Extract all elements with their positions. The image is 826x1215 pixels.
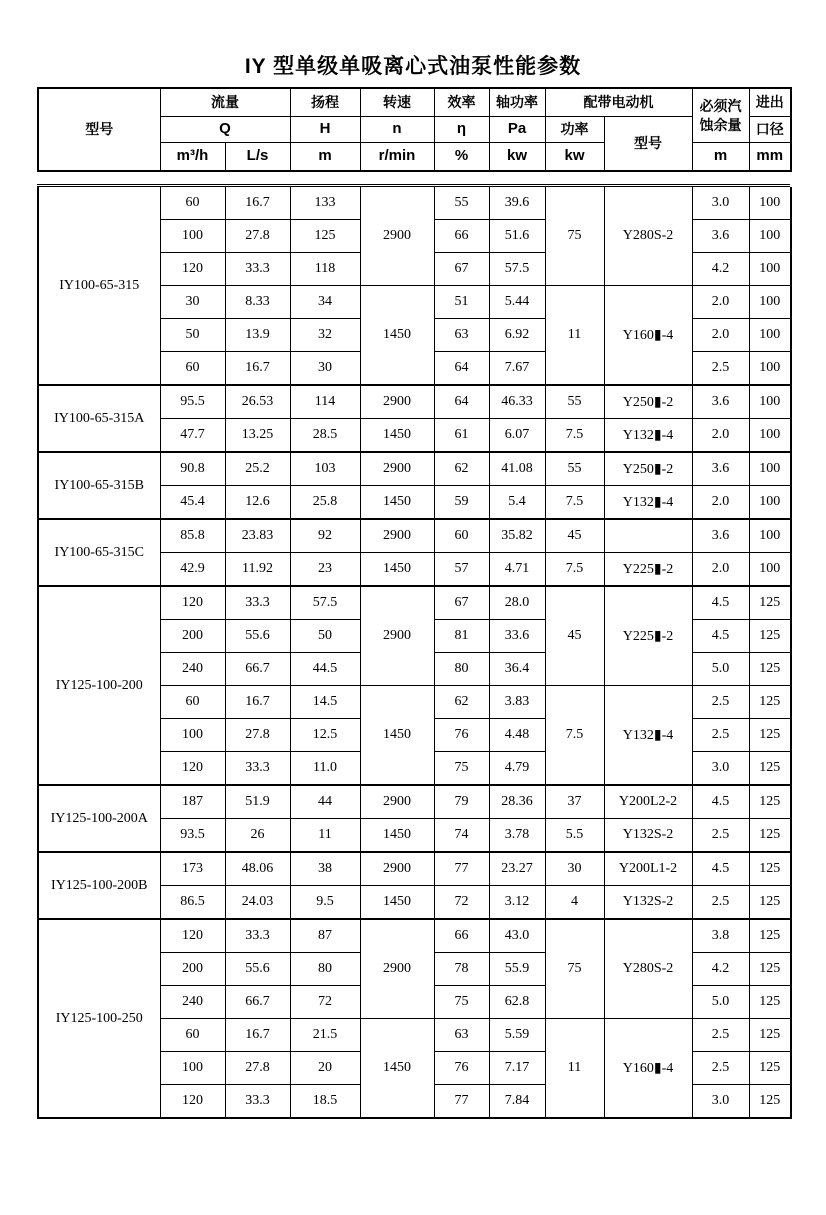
cell-n: 1450 xyxy=(360,1019,434,1119)
cell-q1: 120 xyxy=(160,752,225,786)
cell-dn: 125 xyxy=(749,620,791,653)
cell-q2: 27.8 xyxy=(225,1052,290,1085)
cell-npsh: 3.6 xyxy=(692,385,749,419)
cell-h: 57.5 xyxy=(290,586,360,620)
pump-table-header xyxy=(37,87,792,172)
cell-pa: 41.08 xyxy=(489,452,545,486)
cell-pa: 33.6 xyxy=(489,620,545,653)
cell-npsh: 3.0 xyxy=(692,752,749,786)
cell-npsh: 3.0 xyxy=(692,187,749,220)
cell-n: 2900 xyxy=(360,785,434,819)
header-head-symbol: H xyxy=(290,117,360,143)
cell-pa: 7.67 xyxy=(489,352,545,386)
cell-dn: 100 xyxy=(749,519,791,553)
header-model: 型号 xyxy=(38,88,160,171)
cell-q1: 95.5 xyxy=(160,385,225,419)
cell-mm: Y280S-2 xyxy=(604,187,692,286)
cell-mm: Y160▮-4 xyxy=(604,1019,692,1119)
cell-q2: 33.3 xyxy=(225,253,290,286)
cell-eff: 76 xyxy=(434,719,489,752)
cell-npsh: 3.6 xyxy=(692,519,749,553)
cell-q2: 33.3 xyxy=(225,586,290,620)
cell-dn: 100 xyxy=(749,452,791,486)
cell-mm: Y200L1-2 xyxy=(604,852,692,886)
cell-h: 44.5 xyxy=(290,653,360,686)
cell-eff: 51 xyxy=(434,286,489,319)
cell-npsh: 4.5 xyxy=(692,586,749,620)
cell-n: 2900 xyxy=(360,852,434,886)
cell-eff: 60 xyxy=(434,519,489,553)
cell-q2: 11.92 xyxy=(225,553,290,587)
header-head-unit: m xyxy=(290,143,360,172)
cell-q2: 66.7 xyxy=(225,986,290,1019)
cell-eff: 78 xyxy=(434,953,489,986)
cell-pa: 7.84 xyxy=(489,1085,545,1119)
cell-pw: 11 xyxy=(545,286,604,386)
cell-h: 25.8 xyxy=(290,486,360,520)
cell-npsh: 2.0 xyxy=(692,286,749,319)
cell-dn: 100 xyxy=(749,319,791,352)
cell-q2: 55.6 xyxy=(225,620,290,653)
cell-pa: 4.71 xyxy=(489,553,545,587)
pump-model-cell: IY100-65-315 xyxy=(38,187,160,385)
cell-q1: 50 xyxy=(160,319,225,352)
pump-model-cell: IY100-65-315B xyxy=(38,452,160,519)
cell-dn: 100 xyxy=(749,352,791,386)
cell-eff: 64 xyxy=(434,385,489,419)
cell-q1: 240 xyxy=(160,986,225,1019)
pump-model-cell: IY125-100-200B xyxy=(38,852,160,919)
cell-q1: 100 xyxy=(160,1052,225,1085)
cell-q1: 200 xyxy=(160,953,225,986)
cell-pw: 55 xyxy=(545,452,604,486)
cell-h: 14.5 xyxy=(290,686,360,719)
cell-h: 50 xyxy=(290,620,360,653)
cell-q2: 16.7 xyxy=(225,187,290,220)
cell-h: 32 xyxy=(290,319,360,352)
cell-pw: 7.5 xyxy=(545,419,604,453)
cell-n: 1450 xyxy=(360,553,434,587)
cell-npsh: 2.5 xyxy=(692,719,749,752)
cell-dn: 125 xyxy=(749,1019,791,1052)
cell-npsh: 2.0 xyxy=(692,419,749,453)
cell-npsh: 4.5 xyxy=(692,852,749,886)
cell-h: 118 xyxy=(290,253,360,286)
cell-pa: 5.44 xyxy=(489,286,545,319)
cell-eff: 79 xyxy=(434,785,489,819)
cell-h: 80 xyxy=(290,953,360,986)
cell-q2: 33.3 xyxy=(225,752,290,786)
cell-h: 9.5 xyxy=(290,886,360,920)
cell-pw: 30 xyxy=(545,852,604,886)
cell-dn: 100 xyxy=(749,385,791,419)
cell-mm: Y250▮-2 xyxy=(604,452,692,486)
cell-pw: 75 xyxy=(545,187,604,286)
cell-pw: 5.5 xyxy=(545,819,604,853)
cell-dn: 125 xyxy=(749,586,791,620)
cell-pa: 4.79 xyxy=(489,752,545,786)
cell-npsh: 2.0 xyxy=(692,319,749,352)
cell-npsh: 4.2 xyxy=(692,253,749,286)
cell-q1: 100 xyxy=(160,719,225,752)
cell-q1: 173 xyxy=(160,852,225,886)
cell-npsh: 4.2 xyxy=(692,953,749,986)
header-npsh-unit: m xyxy=(692,143,749,172)
cell-n: 1450 xyxy=(360,286,434,386)
cell-pa: 28.0 xyxy=(489,586,545,620)
cell-npsh: 2.0 xyxy=(692,486,749,520)
cell-h: 125 xyxy=(290,220,360,253)
pump-model-cell: IY125-100-250 xyxy=(38,919,160,1118)
cell-dn: 125 xyxy=(749,719,791,752)
cell-mm: Y132S-2 xyxy=(604,886,692,920)
cell-q1: 200 xyxy=(160,620,225,653)
cell-pa: 55.9 xyxy=(489,953,545,986)
cell-q1: 90.8 xyxy=(160,452,225,486)
cell-pa: 43.0 xyxy=(489,919,545,953)
header-ports-unit: mm xyxy=(749,143,791,172)
header-motor-power: 功率 xyxy=(545,117,604,143)
cell-h: 114 xyxy=(290,385,360,419)
cell-q2: 26 xyxy=(225,819,290,853)
cell-mm: Y132▮-4 xyxy=(604,419,692,453)
header-motor: 配带电动机 xyxy=(545,88,692,117)
cell-h: 38 xyxy=(290,852,360,886)
cell-mm: Y280S-2 xyxy=(604,919,692,1019)
header-flow-unit-m3h: m³/h xyxy=(160,143,225,172)
cell-q2: 51.9 xyxy=(225,785,290,819)
cell-n: 2900 xyxy=(360,187,434,286)
cell-dn: 100 xyxy=(749,286,791,319)
cell-q1: 120 xyxy=(160,1085,225,1119)
cell-pa: 23.27 xyxy=(489,852,545,886)
cell-h: 72 xyxy=(290,986,360,1019)
cell-pa: 3.78 xyxy=(489,819,545,853)
cell-dn: 100 xyxy=(749,187,791,220)
cell-dn: 125 xyxy=(749,752,791,786)
cell-mm: Y225▮-2 xyxy=(604,553,692,587)
cell-q2: 24.03 xyxy=(225,886,290,920)
cell-pw: 7.5 xyxy=(545,686,604,786)
cell-n: 2900 xyxy=(360,919,434,1019)
cell-dn: 125 xyxy=(749,686,791,719)
cell-eff: 67 xyxy=(434,586,489,620)
header-head: 扬程 xyxy=(290,88,360,117)
cell-q2: 33.3 xyxy=(225,1085,290,1119)
cell-h: 28.5 xyxy=(290,419,360,453)
cell-mm: Y200L2-2 xyxy=(604,785,692,819)
cell-pa: 39.6 xyxy=(489,187,545,220)
cell-eff: 75 xyxy=(434,752,489,786)
cell-eff: 63 xyxy=(434,1019,489,1052)
cell-n: 1450 xyxy=(360,419,434,453)
cell-h: 133 xyxy=(290,187,360,220)
cell-pa: 57.5 xyxy=(489,253,545,286)
header-efficiency-symbol: η xyxy=(434,117,489,143)
cell-eff: 76 xyxy=(434,1052,489,1085)
cell-n: 1450 xyxy=(360,486,434,520)
cell-eff: 80 xyxy=(434,653,489,686)
header-motor-model: 型号 xyxy=(604,117,692,172)
cell-h: 23 xyxy=(290,553,360,587)
cell-pa: 5.4 xyxy=(489,486,545,520)
cell-npsh: 4.5 xyxy=(692,785,749,819)
cell-eff: 57 xyxy=(434,553,489,587)
cell-h: 11.0 xyxy=(290,752,360,786)
cell-dn: 125 xyxy=(749,1052,791,1085)
cell-dn: 100 xyxy=(749,253,791,286)
cell-q2: 26.53 xyxy=(225,385,290,419)
cell-eff: 62 xyxy=(434,452,489,486)
pump-table-body xyxy=(37,187,792,1119)
page-title: IY 型单级单吸离心式油泵性能参数 xyxy=(244,55,582,78)
cell-q2: 48.06 xyxy=(225,852,290,886)
cell-dn: 125 xyxy=(749,785,791,819)
cell-mm: Y132S-2 xyxy=(604,819,692,853)
cell-q1: 45.4 xyxy=(160,486,225,520)
cell-q2: 12.6 xyxy=(225,486,290,520)
header-flow-symbol: Q xyxy=(160,117,290,143)
header-efficiency-unit: % xyxy=(434,143,489,172)
cell-npsh: 3.0 xyxy=(692,1085,749,1119)
cell-pa: 51.6 xyxy=(489,220,545,253)
header-motor-power-unit: kw xyxy=(545,143,604,172)
cell-h: 103 xyxy=(290,452,360,486)
cell-pa: 5.59 xyxy=(489,1019,545,1052)
cell-pa: 6.07 xyxy=(489,419,545,453)
cell-eff: 77 xyxy=(434,1085,489,1119)
cell-q1: 30 xyxy=(160,286,225,319)
cell-h: 18.5 xyxy=(290,1085,360,1119)
pump-model-cell: IY100-65-315C xyxy=(38,519,160,586)
header-speed-unit: r/min xyxy=(360,143,434,172)
cell-h: 44 xyxy=(290,785,360,819)
cell-pa: 6.92 xyxy=(489,319,545,352)
cell-pw: 7.5 xyxy=(545,553,604,587)
cell-npsh: 5.0 xyxy=(692,986,749,1019)
cell-eff: 74 xyxy=(434,819,489,853)
cell-q1: 120 xyxy=(160,919,225,953)
cell-q1: 60 xyxy=(160,686,225,719)
header-flow: 流量 xyxy=(160,88,290,117)
cell-eff: 55 xyxy=(434,187,489,220)
header-speed-symbol: n xyxy=(360,117,434,143)
cell-q2: 16.7 xyxy=(225,352,290,386)
cell-pa: 3.83 xyxy=(489,686,545,719)
cell-h: 11 xyxy=(290,819,360,853)
cell-pw: 37 xyxy=(545,785,604,819)
cell-q2: 16.7 xyxy=(225,1019,290,1052)
cell-q1: 85.8 xyxy=(160,519,225,553)
header-flow-unit-ls: L/s xyxy=(225,143,290,172)
cell-mm: Y225▮-2 xyxy=(604,586,692,686)
cell-eff: 77 xyxy=(434,852,489,886)
cell-dn: 125 xyxy=(749,986,791,1019)
cell-npsh: 4.5 xyxy=(692,620,749,653)
pump-model-cell: IY125-100-200A xyxy=(38,785,160,852)
cell-n: 1450 xyxy=(360,686,434,786)
cell-q1: 187 xyxy=(160,785,225,819)
cell-q2: 33.3 xyxy=(225,919,290,953)
cell-mm: Y250▮-2 xyxy=(604,385,692,419)
cell-npsh: 2.5 xyxy=(692,1019,749,1052)
cell-eff: 66 xyxy=(434,220,489,253)
cell-dn: 125 xyxy=(749,919,791,953)
cell-q1: 120 xyxy=(160,253,225,286)
cell-h: 30 xyxy=(290,352,360,386)
cell-npsh: 2.5 xyxy=(692,886,749,920)
cell-npsh: 2.5 xyxy=(692,819,749,853)
cell-h: 12.5 xyxy=(290,719,360,752)
cell-dn: 125 xyxy=(749,886,791,920)
cell-h: 92 xyxy=(290,519,360,553)
cell-pw: 75 xyxy=(545,919,604,1019)
cell-q1: 93.5 xyxy=(160,819,225,853)
cell-eff: 64 xyxy=(434,352,489,386)
header-ports-line1: 进出 xyxy=(749,88,791,117)
header-shaft-power-unit: kw xyxy=(489,143,545,172)
cell-n: 1450 xyxy=(360,819,434,853)
cell-eff: 62 xyxy=(434,686,489,719)
cell-eff: 81 xyxy=(434,620,489,653)
cell-npsh: 3.6 xyxy=(692,220,749,253)
cell-q1: 60 xyxy=(160,187,225,220)
cell-npsh: 3.8 xyxy=(692,919,749,953)
cell-dn: 100 xyxy=(749,220,791,253)
cell-h: 87 xyxy=(290,919,360,953)
pump-model-cell: IY100-65-315A xyxy=(38,385,160,452)
cell-eff: 75 xyxy=(434,986,489,1019)
header-shaft-power-symbol: Pa xyxy=(489,117,545,143)
cell-pa: 3.12 xyxy=(489,886,545,920)
cell-q2: 27.8 xyxy=(225,719,290,752)
cell-eff: 63 xyxy=(434,319,489,352)
cell-dn: 125 xyxy=(749,653,791,686)
cell-eff: 59 xyxy=(434,486,489,520)
cell-pa: 35.82 xyxy=(489,519,545,553)
cell-eff: 66 xyxy=(434,919,489,953)
cell-q1: 47.7 xyxy=(160,419,225,453)
cell-eff: 61 xyxy=(434,419,489,453)
cell-q2: 55.6 xyxy=(225,953,290,986)
cell-n: 2900 xyxy=(360,385,434,419)
cell-mm: Y132▮-4 xyxy=(604,486,692,520)
cell-dn: 125 xyxy=(749,953,791,986)
cell-pw: 45 xyxy=(545,519,604,553)
cell-q1: 240 xyxy=(160,653,225,686)
header-shaft-power: 轴功率 xyxy=(489,88,545,117)
cell-pa: 4.48 xyxy=(489,719,545,752)
header-speed: 转速 xyxy=(360,88,434,117)
cell-pa: 7.17 xyxy=(489,1052,545,1085)
cell-q2: 13.9 xyxy=(225,319,290,352)
cell-q1: 60 xyxy=(160,352,225,386)
cell-mm: Y132▮-4 xyxy=(604,686,692,786)
cell-q1: 60 xyxy=(160,1019,225,1052)
cell-h: 21.5 xyxy=(290,1019,360,1052)
cell-npsh: 2.5 xyxy=(692,1052,749,1085)
cell-q1: 120 xyxy=(160,586,225,620)
cell-q1: 42.9 xyxy=(160,553,225,587)
cell-npsh: 2.0 xyxy=(692,553,749,587)
cell-q2: 23.83 xyxy=(225,519,290,553)
cell-pw: 7.5 xyxy=(545,486,604,520)
header-ports-line2: 口径 xyxy=(749,117,791,143)
cell-n: 2900 xyxy=(360,519,434,553)
cell-q2: 16.7 xyxy=(225,686,290,719)
cell-pa: 46.33 xyxy=(489,385,545,419)
header-efficiency: 效率 xyxy=(434,88,489,117)
cell-n: 2900 xyxy=(360,452,434,486)
cell-dn: 125 xyxy=(749,852,791,886)
cell-mm xyxy=(604,519,692,553)
cell-npsh: 5.0 xyxy=(692,653,749,686)
cell-q2: 8.33 xyxy=(225,286,290,319)
cell-n: 1450 xyxy=(360,886,434,920)
cell-npsh: 3.6 xyxy=(692,452,749,486)
cell-q2: 25.2 xyxy=(225,452,290,486)
cell-q1: 100 xyxy=(160,220,225,253)
cell-mm: Y160▮-4 xyxy=(604,286,692,386)
cell-h: 20 xyxy=(290,1052,360,1085)
cell-h: 34 xyxy=(290,286,360,319)
header-npsh: 必须汽蚀余量 xyxy=(692,88,749,143)
cell-pw: 55 xyxy=(545,385,604,419)
cell-pw: 45 xyxy=(545,586,604,686)
cell-n: 2900 xyxy=(360,586,434,686)
cell-dn: 100 xyxy=(749,553,791,587)
cell-q1: 86.5 xyxy=(160,886,225,920)
cell-npsh: 2.5 xyxy=(692,686,749,719)
cell-dn: 100 xyxy=(749,486,791,520)
cell-q2: 13.25 xyxy=(225,419,290,453)
cell-pw: 4 xyxy=(545,886,604,920)
pump-model-cell: IY125-100-200 xyxy=(38,586,160,785)
cell-pa: 62.8 xyxy=(489,986,545,1019)
cell-pa: 28.36 xyxy=(489,785,545,819)
cell-eff: 72 xyxy=(434,886,489,920)
cell-dn: 125 xyxy=(749,819,791,853)
cell-eff: 67 xyxy=(434,253,489,286)
cell-dn: 100 xyxy=(749,419,791,453)
cell-pa: 36.4 xyxy=(489,653,545,686)
cell-dn: 125 xyxy=(749,1085,791,1119)
cell-q2: 66.7 xyxy=(225,653,290,686)
cell-npsh: 2.5 xyxy=(692,352,749,386)
cell-q2: 27.8 xyxy=(225,220,290,253)
cell-pw: 11 xyxy=(545,1019,604,1119)
